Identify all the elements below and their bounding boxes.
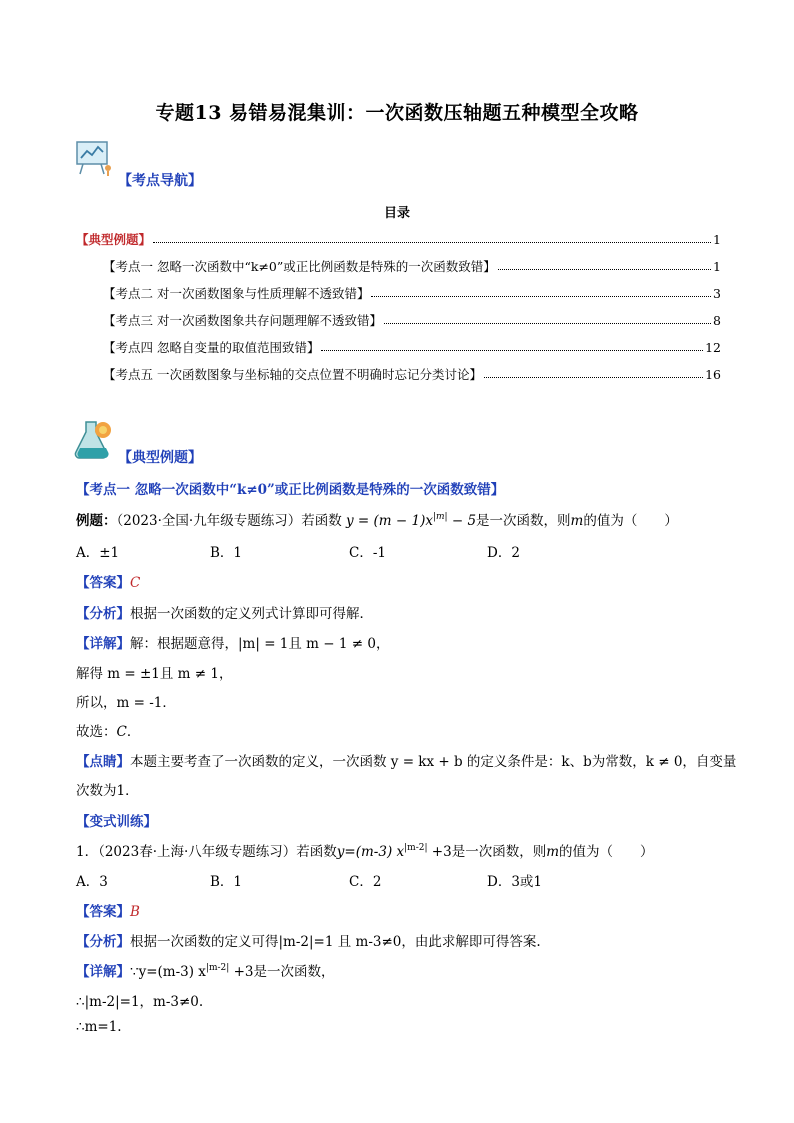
toc-row[interactable] xyxy=(103,365,721,383)
answer-line: 【答案】C xyxy=(76,575,141,591)
detail-step: 故选：C． xyxy=(76,724,141,740)
variant-answer-value: B xyxy=(130,904,140,920)
toc-row[interactable] xyxy=(103,284,721,302)
option-b[interactable]: B．1 xyxy=(210,545,243,561)
example-question: 例题：（2023·全国·九年级专题练习）若函数 $y = (m - 1)x^{|m|} - 5$是一次函数，则m的值为（ ） xyxy=(76,512,678,529)
toc-leader-dots xyxy=(384,323,711,324)
toc-label: 【典型例题】 xyxy=(76,232,152,247)
toc-row[interactable] xyxy=(103,338,721,356)
variant-detail-line: 【详解】∵y=(m-3) $x^{|m-2|} +3$是一次函数， xyxy=(76,963,335,980)
variant-option-a[interactable]: A．3 xyxy=(76,874,108,890)
variant-option-b[interactable]: B．1 xyxy=(210,874,243,890)
toc-label: 【考点二 对一次函数图象与性质理解不透致错】 xyxy=(103,286,370,301)
toc-leader-dots xyxy=(153,242,711,243)
variant-detail-step: ∴|m-2|=1，m-3≠0. xyxy=(76,994,204,1010)
typical-header: 【典型例题】 xyxy=(118,450,202,466)
toc-label: 【考点三 对一次函数图象共存问题理解不透致错】 xyxy=(103,313,382,328)
variant-question: 1．（2023春·上海·八年级专题练习）若函数y=(m-3) $x^{|m-2|} +3$是一次函数，则m的值为（ ） xyxy=(76,843,654,860)
comment-line: 【点睛】本题主要考查了一次函数的定义，一次函数 y = kx + b 的定义条件是：k、b为常数，k ≠ 0，自变量 xyxy=(76,754,737,770)
toc-row[interactable] xyxy=(103,311,721,329)
variant-analysis-line: 【分析】根据一次函数的定义可得|m-2|=1 且 m-3≠0，由此求解即可得答案. xyxy=(76,934,541,950)
toc-row[interactable] xyxy=(103,257,721,275)
example-lead: 例题： xyxy=(76,513,117,529)
toc-label: 【考点四 忽略自变量的取值范围致错】 xyxy=(103,340,320,355)
toc-label: 【考点五 一次函数图象与坐标轴的交点位置不明确时忘记分类讨论】 xyxy=(103,367,482,382)
toc-page: 1 xyxy=(713,232,721,247)
toc-leader-dots xyxy=(498,269,711,270)
detail-line: 【详解】解：根据题意得，|m| = 1且 m − 1 ≠ 0， xyxy=(76,636,390,652)
page-title: 专题13 易错易混集训：一次函数压轴题五种模型全攻略 xyxy=(155,102,639,124)
toc-label: 【考点一 忽略一次函数中“k≠0”或正比例函数是特殊的一次函数致错】 xyxy=(103,259,496,274)
flask-icon xyxy=(72,418,116,462)
option-a[interactable]: A．±1 xyxy=(76,545,120,561)
detail-step: 所以，m = -1． xyxy=(76,695,176,711)
toc-page: 16 xyxy=(705,367,721,382)
toc-leader-dots xyxy=(321,350,703,351)
toc-leader-dots xyxy=(484,377,703,378)
variant-option-d[interactable]: D．3或1 xyxy=(487,874,543,890)
answer-value: C xyxy=(130,575,141,591)
detail-step: 解得 m = ±1且 m ≠ 1， xyxy=(76,666,233,682)
option-d[interactable]: D．2 xyxy=(487,545,520,561)
toc-page: 3 xyxy=(713,286,721,301)
comment-line-2: 次数为1． xyxy=(76,783,139,799)
toc-heading: 目录 xyxy=(383,206,410,221)
formula: $y = (m - 1)x^{|m|} - 5$ xyxy=(346,512,477,529)
variant-answer-line: 【答案】B xyxy=(76,904,140,920)
presentation-board-icon xyxy=(74,138,114,178)
toc-leader-dots xyxy=(371,296,711,297)
variant-option-c[interactable]: C．2 xyxy=(349,874,382,890)
nav-header: 【考点导航】 xyxy=(118,173,202,189)
variant-detail-step: ∴m=1. xyxy=(76,1019,122,1035)
topic1-header: 【考点一 忽略一次函数中“k≠0”或正比例函数是特殊的一次函数致错】 xyxy=(76,482,505,498)
analysis-line: 【分析】根据一次函数的定义列式计算即可得解． xyxy=(76,606,373,622)
toc-page: 8 xyxy=(713,313,721,328)
variant-header: 【变式训练】 xyxy=(76,814,157,830)
toc-row[interactable] xyxy=(76,230,721,248)
option-c[interactable]: C．-1 xyxy=(349,545,386,561)
toc-page: 12 xyxy=(705,340,721,355)
toc-page: 1 xyxy=(713,259,721,274)
